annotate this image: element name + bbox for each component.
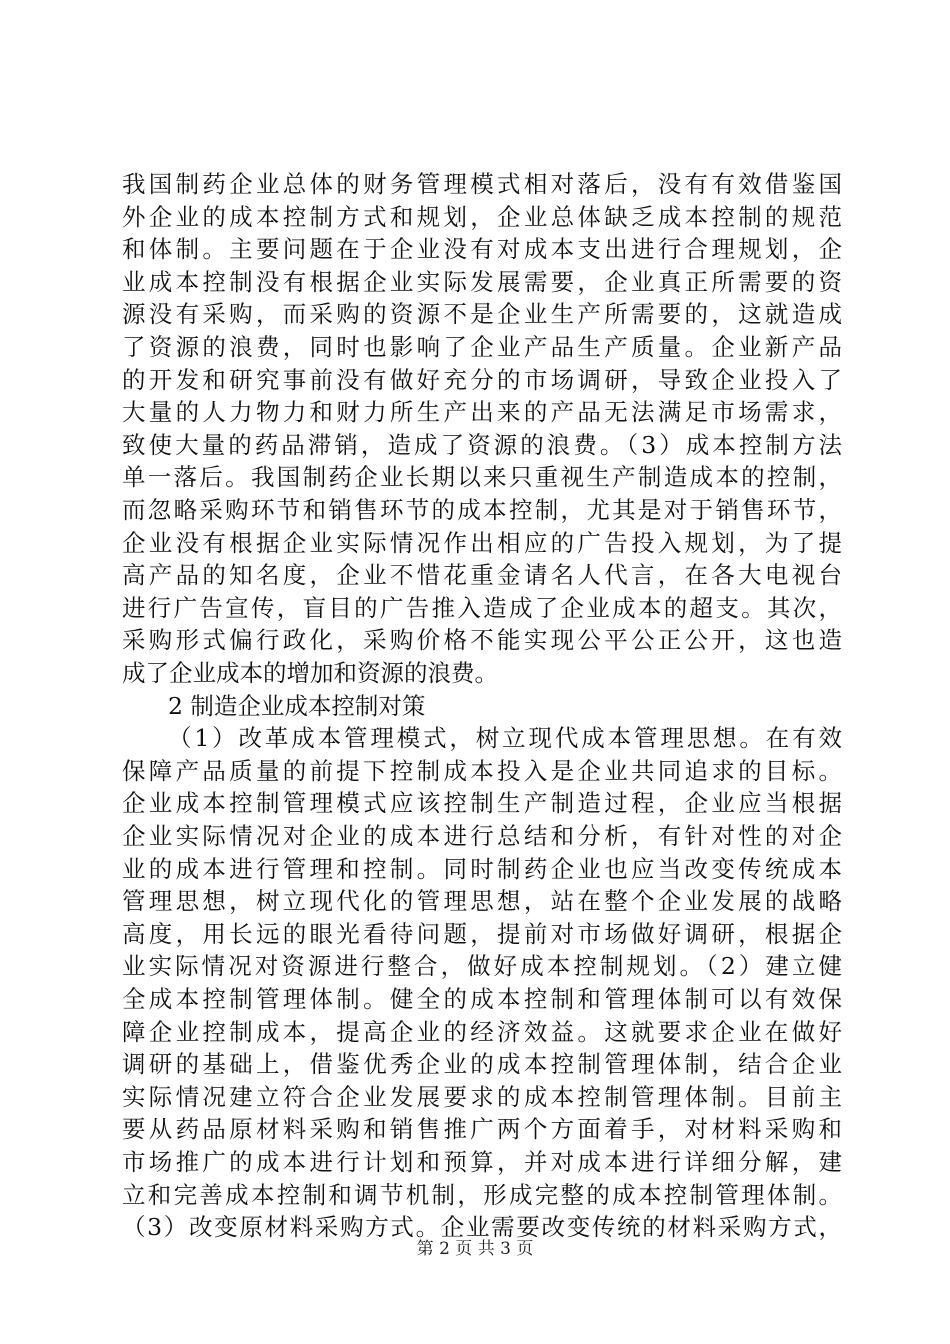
body-line: 外企业的成本控制方式和规划，企业总体缺乏成本控制的规范 [122,202,842,231]
body-line: 高产品的知名度，企业不惜花重金请名人代言，在各大电视台 [122,561,842,590]
body-line: 的开发和研究事前没有做好充分的市场调研，导致企业投入了 [122,365,842,394]
body-line: 全成本控制管理体制。健全的成本控制和管理体制可以有效保 [122,985,842,1013]
body-line: 障企业控制成本，提高企业的经济效益。这就要求企业在做好 [122,1017,842,1046]
body-line: 和体制。主要问题在于企业没有对成本支出进行合理规划，企 [122,235,842,264]
body-line: 高度，用长远的眼光看待问题，提前对市场做好调研，根据企 [122,919,842,948]
body-line: 我国制药企业总体的财务管理模式相对落后，没有有效借鉴国 [122,170,842,198]
body-line: 采购形式偏行政化，采购价格不能实现公平公正公开，这也造 [122,626,842,655]
body-line: 市场推广的成本进行计划和预算，并对成本进行详细分解，建 [122,1148,842,1176]
body-line: 业实际情况对资源进行整合，做好成本控制规划。（2）建立健 [122,952,842,981]
body-line: 管理思想，树立现代化的管理思想，站在整个企业发展的战略 [122,887,842,916]
body-line: （3）改变原材料采购方式。企业需要改变传统的材料采购方式， [122,1213,842,1242]
body-line: 大量的人力物力和财力所生产出来的产品无法满足市场需求， [122,398,842,427]
body-line: 成了企业成本的增加和资源的浪费。 [122,659,498,687]
body-line: 保障产品质量的前提下控制成本投入是企业共同追求的目标。 [122,756,842,785]
body-line: 进行广告宣传，盲目的广告推入造成了企业成本的超支。其次， [122,593,842,622]
body-line: 业成本控制没有根据企业实际发展需要，企业真正所需要的资 [122,267,842,296]
body-line: 实际情况建立符合企业发展要求的成本控制管理体制。目前主 [122,1082,842,1111]
body-line: 源没有采购，而采购的资源不是企业生产所需要的，这就造成 [122,300,842,329]
body-line: 企业成本控制管理模式应该控制生产制造过程，企业应当根据 [122,789,842,818]
body-line: 企业没有根据企业实际情况作出相应的广告投入规划，为了提 [122,528,842,557]
body-line: 调研的基础上，借鉴优秀企业的成本控制管理体制，结合企业 [122,1050,842,1079]
body-line: 了资源的浪费，同时也影响了企业产品生产质量。企业新产品 [122,333,842,361]
body-line: 单一落后。我国制药企业长期以来只重视生产制造成本的控制， [122,463,842,492]
body-line: 业的成本进行管理和控制。同时制药企业也应当改变传统成本 [122,854,842,883]
body-line: 企业实际情况对企业的成本进行总结和分析，有针对性的对企 [122,822,842,850]
page-footer: 第 2 页 共 3 页 [416,1239,534,1259]
body-line: 立和完善成本控制和调节机制，形成完整的成本控制管理体制。 [122,1180,842,1209]
body-line: （1）改革成本管理模式，树立现代成本管理思想。在有效 [168,724,842,753]
body-line: 而忽略采购环节和销售环节的成本控制，尤其是对于销售环节， [122,496,842,524]
body-line: 致使大量的药品滞销，造成了资源的浪费。（3）成本控制方法 [122,430,842,459]
body-line: 要从药品原材料采购和销售推广两个方面着手，对材料采购和 [122,1115,842,1144]
section-heading: 2 制造企业成本控制对策 [168,691,426,720]
